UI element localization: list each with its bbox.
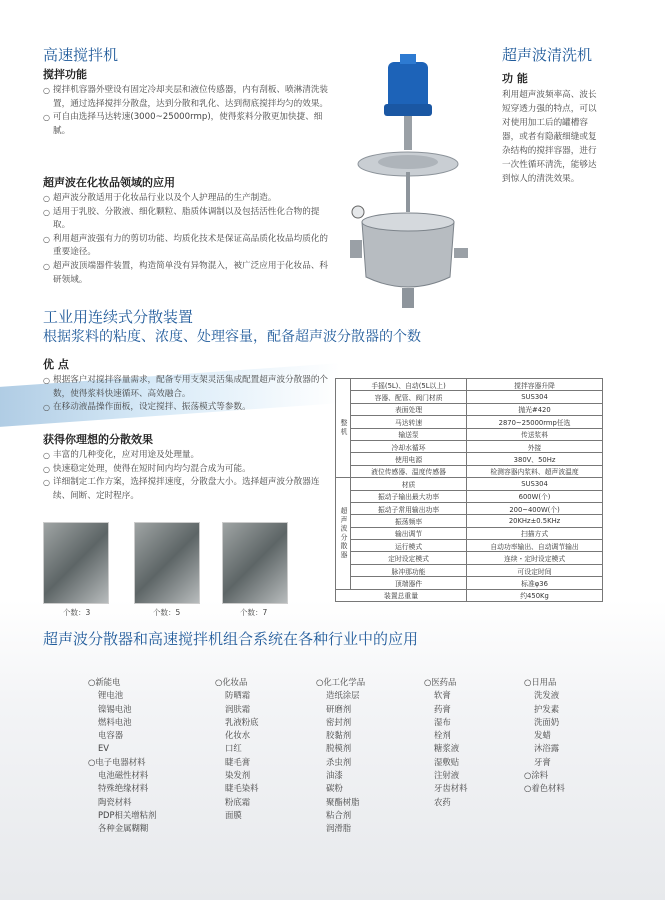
list-item: 染发剂 <box>225 770 251 781</box>
list-item: ○ 适用于乳胶、分散液、细化颗粒、脂质体调制以及包括活性化合物的提取。 <box>43 206 333 233</box>
industrial-subtitle: 根据浆料的粘度、浓度、处理容量，配备超声波分散器的个数 <box>43 329 421 345</box>
table-cell: 380V、50Hz <box>467 453 603 465</box>
mixer-func-heading: 搅拌功能 <box>43 68 87 81</box>
list-item: 发蜡 <box>534 730 551 741</box>
list-item: 油漆 <box>326 770 343 781</box>
application-column-daily <box>524 676 565 796</box>
mixer-func-list <box>43 84 333 138</box>
cleaner-description: 利用超声波频率高、波长短穿透力强的特点，可以对使用加工后的罐槽容器，或者有隐蔽细缝或复杂结构的搅拌容器，进行一次性循环清洗，能够达到惊人的清洗效果。 <box>502 90 597 184</box>
cosmetic-list <box>43 192 333 287</box>
list-item: 胶黏剂 <box>326 730 352 741</box>
cosmetic-heading: 超声波在化妆品领域的应用 <box>43 176 175 189</box>
list-item: 护发素 <box>534 703 560 714</box>
table-row <box>336 379 603 391</box>
list-item: 脱模剂 <box>326 743 352 754</box>
list-item: 粘合剂 <box>326 809 352 820</box>
list-item: ○ 在移动液晶操作面板，设定搅拌、振荡模式等参数。 <box>43 401 328 415</box>
list-item: ○ 根据客户对搅拌容量需求，配备专用支架灵活集成配置超声波分散器的个数，使得浆料快速循环、高效融合。 <box>43 374 328 401</box>
table-cell: 20KHz±0.5KHz <box>467 515 603 527</box>
table-cell: 振动子常用输出功率 <box>351 502 467 514</box>
photo-caption: 个数：5 <box>153 608 181 617</box>
table-cell: 连续・定时设定模式 <box>467 552 603 564</box>
table-cell: 输出调节 <box>351 527 467 539</box>
table-cell: 冷却水循环 <box>351 440 467 452</box>
product-photo <box>43 522 109 604</box>
category-heading: ○化妆品 <box>215 677 248 687</box>
photo-caption: 个数：7 <box>240 608 268 617</box>
category-heading: ○着色材料 <box>524 783 565 794</box>
table-row <box>336 465 603 477</box>
list-item: 粉底霜 <box>225 796 251 807</box>
category-heading: ○电子电器材料 <box>88 756 146 767</box>
list-item: 电容器 <box>98 730 124 741</box>
list-item: 镍锡电池 <box>98 703 132 714</box>
table-row <box>336 478 603 490</box>
list-item: 口红 <box>225 743 242 754</box>
advantages-list <box>43 374 328 415</box>
mixer-title: 高速搅拌机 <box>43 46 119 64</box>
application-column-chemicals <box>316 676 365 836</box>
list-item: 聚酯树脂 <box>326 796 360 807</box>
list-item: ○ 快速稳定处理，使得在短时间内均匀混合成为可能。 <box>43 463 328 477</box>
table-cell: 自动功率输出、自动调节输出 <box>467 540 603 552</box>
table-cell: 材质 <box>351 478 467 490</box>
application-column-energy <box>88 676 156 836</box>
table-cell: 可设定时间 <box>467 564 603 576</box>
list-item: 睫毛膏 <box>225 756 251 767</box>
category-heading: ○日用品 <box>524 677 557 687</box>
industrial-title: 工业用连续式分散装置 <box>43 308 194 326</box>
list-item: 研磨剂 <box>326 703 352 714</box>
table-row <box>336 403 603 415</box>
list-item: ○ 超声波分散适用于化妆品行业以及个人护理品的生产制造。 <box>43 192 333 206</box>
table-cell: 手摇(5L)、自动(5L以上) <box>351 379 467 391</box>
table-row <box>336 515 603 527</box>
table-cell: 马达转速 <box>351 416 467 428</box>
list-item: 面膜 <box>225 809 242 820</box>
list-item: 各种金属糊糊 <box>98 823 149 834</box>
list-item: 农药 <box>434 796 451 807</box>
list-item: 软膏 <box>434 690 451 701</box>
list-item: ○ 丰富的几种变化，应对用途及处理量。 <box>43 449 328 463</box>
table-row <box>336 490 603 502</box>
category-heading: ○新能电 <box>88 677 121 687</box>
table-cell: 装置总重量 <box>336 589 467 601</box>
table-cell: 液位传感器、温度传感器 <box>351 465 467 477</box>
cleaner-func-heading: 功 能 <box>502 72 528 85</box>
list-item: 密封剂 <box>326 716 352 727</box>
table-cell: 定时设定模式 <box>351 552 467 564</box>
table-cell: 搅拌容器升降 <box>467 379 603 391</box>
table-group-label: 整机 <box>336 379 351 478</box>
list-item: 湿敷贴 <box>434 756 460 767</box>
list-item: 洗面奶 <box>534 716 560 727</box>
list-item: 杀虫剂 <box>326 756 352 767</box>
table-row <box>336 502 603 514</box>
category-heading: ○涂料 <box>524 770 549 781</box>
table-cell: 脉冲那功能 <box>351 564 467 576</box>
list-item: 润肤霜 <box>225 703 251 714</box>
cleaner-title: 超声波清洗机 <box>502 46 593 64</box>
table-cell: 振动子输出最大功率 <box>351 490 467 502</box>
list-item: ○ 利用超声波强有力的剪切功能、均质化技术是保证高品质化妆品均质化的重要途径。 <box>43 233 333 260</box>
table-row <box>336 577 603 589</box>
list-item: 润滑脂 <box>326 823 352 834</box>
list-item: ○ 详细制定工作方案，选择搅拌速度，分散盘大小。选择超声波分散器连续、间断、定时程序。 <box>43 476 328 503</box>
table-group-label: 超声波分散器 <box>336 478 351 590</box>
table-cell: 抛光#420 <box>467 403 603 415</box>
table-row <box>336 527 603 539</box>
spec-table <box>335 378 603 602</box>
applications-title: 超声波分散器和高速搅拌机组合系统在各种行业中的应用 <box>43 630 419 648</box>
list-item: 牙膏 <box>534 756 551 767</box>
list-item: ○ 超声波顶端器件装置，构造简单没有异物混入，被广泛应用于化妆品、科研领域。 <box>43 260 333 287</box>
table-cell: SUS304 <box>467 478 603 490</box>
list-item: 睫毛染料 <box>225 783 259 794</box>
list-item: 电池磁性材料 <box>98 770 149 781</box>
table-row <box>336 453 603 465</box>
table-cell: 输送泵 <box>351 428 467 440</box>
list-item: 乳液粉底 <box>225 716 259 727</box>
list-item: 药膏 <box>434 703 451 714</box>
list-item: 化妆水 <box>225 730 251 741</box>
list-item: 造纸涂层 <box>326 690 360 701</box>
list-item: 陶瓷材料 <box>98 796 132 807</box>
list-item: 牙齿材料 <box>434 783 468 794</box>
table-cell: 运行模式 <box>351 540 467 552</box>
table-row <box>336 391 603 403</box>
table-row <box>336 589 603 601</box>
advantages-heading: 优 点 <box>43 358 69 371</box>
table-cell: 使用电源 <box>351 453 467 465</box>
table-cell: 标准φ36 <box>467 577 603 589</box>
list-item: 碳粉 <box>326 783 343 794</box>
list-item: 栓剂 <box>434 730 451 741</box>
table-row <box>336 552 603 564</box>
list-item: EV <box>98 743 110 754</box>
table-cell: 检测容器内浆料、超声波温度 <box>467 465 603 477</box>
table-row <box>336 428 603 440</box>
effect-heading: 获得你理想的分散效果 <box>43 433 153 446</box>
table-cell: 约450Kg <box>467 589 603 601</box>
list-item: 防晒霜 <box>225 690 251 701</box>
table-cell: 200~400W(个) <box>467 502 603 514</box>
table-cell: 扫描方式 <box>467 527 603 539</box>
product-photo <box>134 522 200 604</box>
product-photo <box>222 522 288 604</box>
table-row <box>336 564 603 576</box>
list-item: PDP相关增粘剂 <box>98 809 157 820</box>
category-heading: ○医药品 <box>424 677 457 687</box>
list-item: ○ 搅拌机容器外壁设有固定冷却夹层和液位传感器，内有刮板、喷淋清洗装置，通过选择搅拌分散盘，达到分散和乳化、达到彻底搅拌均匀的效果。 <box>43 84 333 111</box>
list-item: 锂电池 <box>98 690 124 701</box>
list-item: 燃料电池 <box>98 716 132 727</box>
table-row <box>336 416 603 428</box>
list-item: ○ 可自由选择马达转速(3000~25000rmp)，使得浆料分散更加快捷、细腻。 <box>43 111 333 138</box>
table-cell: 外接 <box>467 440 603 452</box>
table-cell: 传送浆料 <box>467 428 603 440</box>
category-heading: ○化工化学品 <box>316 677 366 687</box>
table-cell: 容器、配管、阀门材质 <box>351 391 467 403</box>
mixer-machine-illustration <box>340 52 490 312</box>
list-item: 洗发液 <box>534 690 560 701</box>
list-item: 糖浆液 <box>434 743 460 754</box>
list-item: 湿布 <box>434 716 451 727</box>
table-cell: 表面处理 <box>351 403 467 415</box>
application-column-pharma <box>424 676 468 809</box>
list-item: 注射液 <box>434 770 460 781</box>
table-row <box>336 540 603 552</box>
list-item: 沐浴露 <box>534 743 560 754</box>
table-cell: 600W(个) <box>467 490 603 502</box>
table-cell: 2870~25000rmp任选 <box>467 416 603 428</box>
application-column-cosmetics <box>215 676 259 822</box>
table-row <box>336 440 603 452</box>
effect-list <box>43 449 328 503</box>
table-cell: SUS304 <box>467 391 603 403</box>
table-cell: 振荡频率 <box>351 515 467 527</box>
photo-caption: 个数：3 <box>63 608 91 617</box>
list-item: 特殊绝缘材料 <box>98 783 149 794</box>
table-cell: 顶端器件 <box>351 577 467 589</box>
